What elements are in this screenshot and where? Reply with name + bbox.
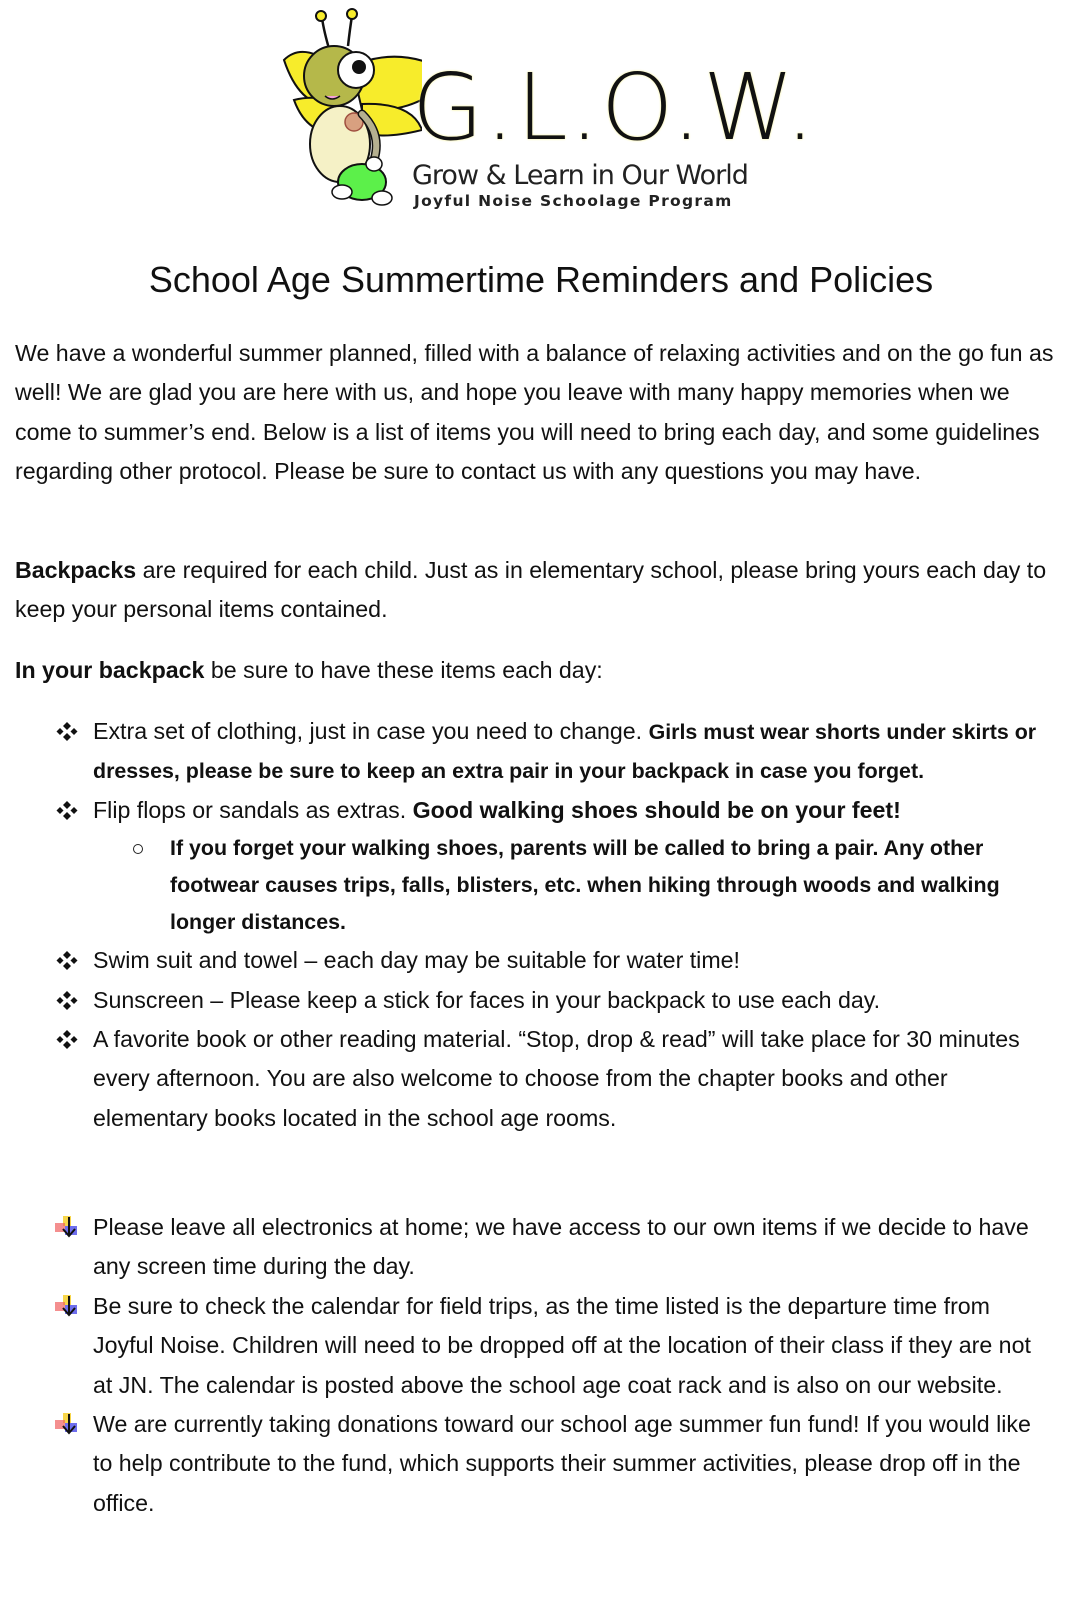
list-item: [0, 981, 1082, 1020]
item-text: Extra set of clothing, just in case you need to change.: [93, 718, 649, 744]
glow-logo: [262, 4, 817, 214]
policy-text: Please leave all electronics at home; we have access to our own items if we decide to have any screen time during the day.: [93, 1214, 1029, 1280]
item-text: Flip flops or sandals as extras.: [93, 796, 413, 823]
backpack-items-list: [0, 712, 1082, 1138]
list-item: [0, 941, 1082, 980]
diamond-cluster-bullet-icon: [55, 981, 79, 1020]
in-backpack-label: In your backpack: [15, 657, 205, 683]
item-text: Sunscreen – Please keep a stick for faces in your backpack to use each day.: [93, 986, 881, 1013]
down-arrow-bullet-icon: [54, 1411, 80, 1437]
policy-item: [0, 1208, 1082, 1287]
policies-list: [0, 1208, 1082, 1523]
hollow-circle-bullet-icon: [133, 844, 143, 854]
down-arrow-bullet-icon: [54, 1293, 80, 1319]
firefly-mascot-icon: [262, 4, 422, 214]
diamond-cluster-bullet-icon: [55, 941, 79, 980]
in-backpack-paragraph: [15, 651, 1065, 690]
in-backpack-text: be sure to have these items each day:: [204, 657, 603, 683]
item-bold-text: Good walking shoes should be on your feet!: [412, 796, 901, 823]
logo-tagline: Grow & Learn in Our World: [412, 160, 748, 191]
logo-program-name: Joyful Noise Schoolage Program: [414, 192, 733, 210]
diamond-cluster-bullet-icon: [55, 791, 79, 830]
logo-title: G.L.O.W.: [412, 54, 817, 161]
item-text: Swim suit and towel – each day may be suitable for water time!: [93, 947, 740, 974]
diamond-cluster-bullet-icon: [55, 1020, 79, 1059]
down-arrow-bullet-icon: [54, 1214, 80, 1240]
list-item: [0, 712, 1082, 791]
list-item: [0, 791, 1082, 830]
backpacks-paragraph: [15, 551, 1065, 630]
list-item: [0, 1020, 1082, 1138]
sub-list-item: [0, 830, 1082, 941]
item-text: A favorite book or other reading material. “Stop, drop & read” will take place for 30 minutes every afternoon. You are also welcome to choose from the chapter books and other elementary books located in the school age rooms.: [93, 1026, 1020, 1131]
policy-item: [0, 1287, 1082, 1405]
backpacks-label: Backpacks: [15, 557, 137, 583]
diamond-cluster-bullet-icon: [55, 712, 79, 751]
sub-item-text: If you forget your walking shoes, parents will be called to bring a pair. Any other footwear causes trips, falls, blisters, etc. when hiking through woods and walking longer distances.: [170, 836, 1000, 935]
item-bold-text: Girls must wear shorts under skirts or dresses, please be sure to keep an extra pair in your backpack in case you forget.: [93, 720, 1037, 784]
policy-text: Be sure to check the calendar for field trips, as the time listed is the departure time from Joyful Noise. Children will need to be dropped off at the location of their class if they are not at JN. The calendar is posted above the school age coat rack and is also on our website.: [93, 1292, 1031, 1398]
page-title: School Age Summertime Reminders and Policies: [148, 259, 934, 300]
policy-item: [0, 1405, 1082, 1523]
policy-text: We are currently taking donations toward our school age summer fun fund! If you would like to help contribute to the fund, which supports their summer activities, please drop off in the office.: [93, 1411, 1031, 1516]
intro-paragraph: We have a wonderful summer planned, filled with a balance of relaxing activities and on the go fun as well! We are glad you are here with us, and hope you leave with many happy memories when we come to summer’s end. Below is a list of items you will need to bring each day, and some guidelines regarding other protocol. Please be sure to contact us with any questions you may have.: [15, 340, 1054, 485]
backpacks-text: are required for each child. Just as in elementary school, please bring yours each day to keep your personal items contained.: [15, 557, 1047, 623]
